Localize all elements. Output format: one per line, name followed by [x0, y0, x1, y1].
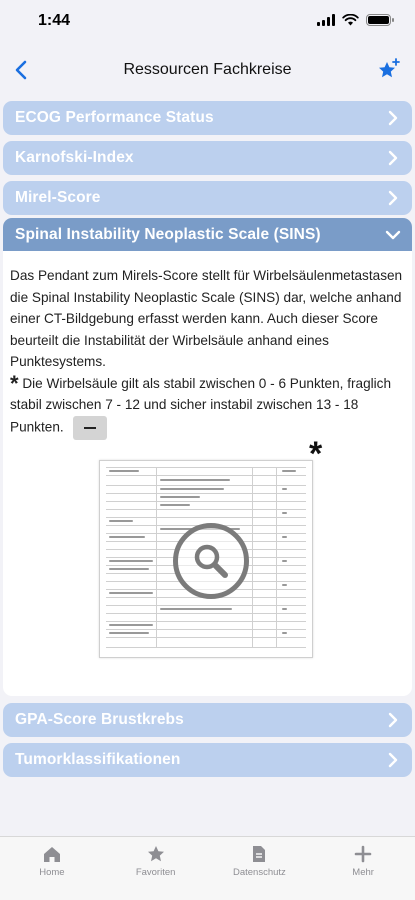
accordion-item-label: Spinal Instability Neoplastic Scale (SINS)	[15, 226, 321, 243]
battery-icon	[366, 14, 391, 26]
collapse-text-button[interactable]	[73, 416, 107, 440]
accordion-item-sins[interactable]	[3, 218, 412, 252]
accordion-item-ecog[interactable]	[3, 101, 412, 135]
chevron-right-icon	[384, 149, 402, 167]
tab-label: Favoriten	[135, 867, 176, 878]
tab-bar	[0, 836, 415, 900]
chevron-right-icon	[384, 751, 402, 769]
cellular-signal-icon	[317, 14, 335, 26]
add-favorite-button[interactable]	[373, 54, 405, 86]
tab-datenschutz[interactable]	[208, 837, 312, 900]
tab-label: Mehr	[352, 867, 374, 878]
chevron-right-icon	[384, 109, 402, 127]
sins-description	[10, 265, 408, 440]
document-icon	[249, 844, 269, 864]
status-bar	[0, 0, 415, 46]
status-time: 1:44	[38, 12, 71, 29]
sins-panel	[3, 251, 412, 696]
chevron-right-icon	[384, 711, 402, 729]
accordion-item-karnofski[interactable]	[3, 141, 412, 175]
accordion-item-tumorklassifikationen[interactable]	[3, 743, 412, 777]
house-icon	[42, 844, 62, 864]
accordion-item-label: GPA-Score Brustkrebs	[15, 711, 184, 728]
tab-mehr[interactable]	[311, 837, 415, 900]
page-title: Ressourcen Fachkreise	[123, 61, 292, 78]
accordion-item-gpa-score[interactable]	[3, 703, 412, 737]
plus-icon	[353, 844, 373, 864]
status-icons	[317, 14, 391, 26]
star-add-icon	[376, 57, 402, 83]
chevron-right-icon	[384, 189, 402, 207]
accordion-item-label: Tumorklassifikationen	[15, 751, 181, 768]
star-icon	[146, 844, 166, 864]
chevron-down-icon	[384, 226, 402, 244]
sins-note-text: Die Wirbelsäule gilt als stabil zwischen 0 - 6 Punkten, fraglich stabil zwischen 7 - 12 und sicher instabil zwischen 13 - 18 Punkten.	[10, 375, 392, 435]
sins-intro-text: Das Pendant zum Mirels-Score stellt für Wirbelsäulenmetastasen die Spinal Instability Neoplastic Scale (SINS) dar, welche anhand einer CT-Bildgebung erfasst werden kann. Auch dieser Score beurteilt die Instabilität der Wirbelsäule anhand eines Punktesystems.	[10, 268, 403, 369]
accordion-item-label: Mirel-Score	[15, 189, 101, 206]
accordion-item-label: ECOG Performance Status	[15, 109, 214, 126]
tab-home[interactable]	[0, 837, 104, 900]
accordion-item-label: Karnofski-Index	[15, 149, 134, 166]
tab-label: Datenschutz	[232, 867, 286, 878]
accordion-item-mirel[interactable]	[3, 181, 412, 215]
tab-label: Home	[39, 867, 65, 878]
sins-table-thumbnail[interactable]	[99, 460, 313, 658]
wifi-icon	[342, 14, 359, 26]
asterisk-mark: *	[10, 370, 19, 396]
image-asterisk-mark: *	[309, 435, 323, 473]
zoom-icon	[173, 523, 249, 599]
tab-favoriten[interactable]	[104, 837, 208, 900]
navigation-bar	[0, 46, 415, 94]
